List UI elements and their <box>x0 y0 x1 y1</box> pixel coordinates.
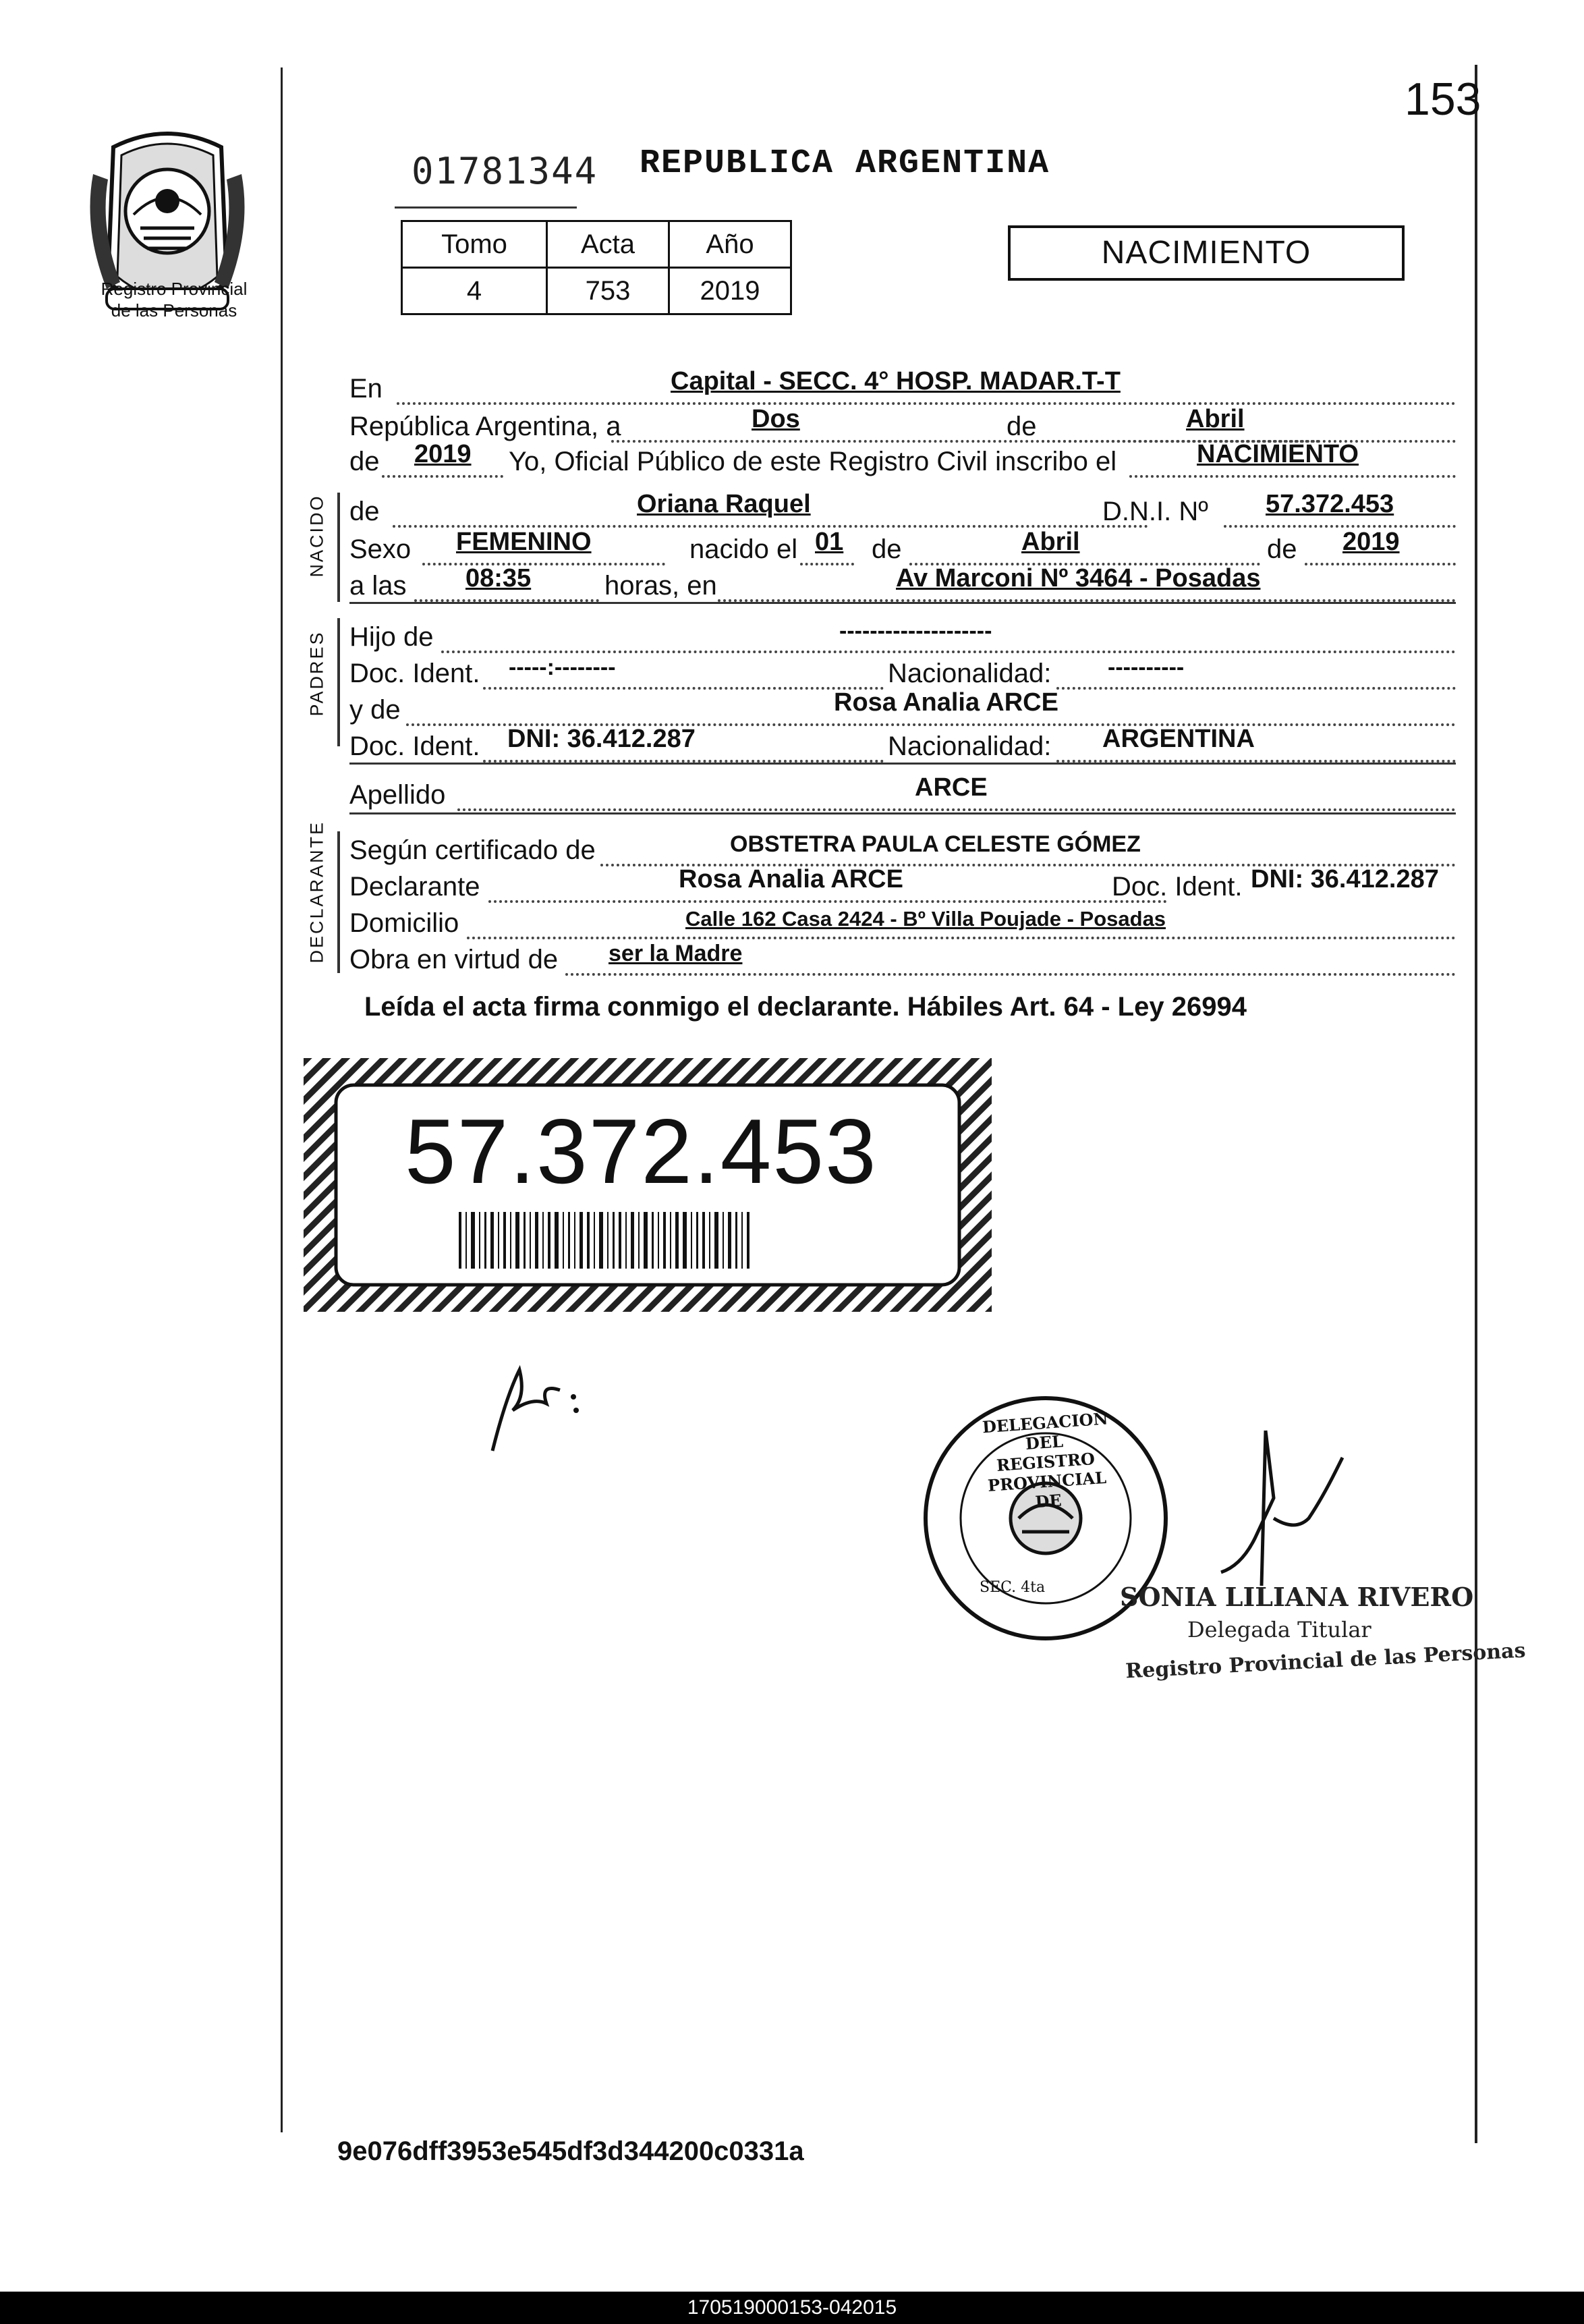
de-name-label: de <box>349 497 380 526</box>
domicilio-label: Domicilio <box>349 908 459 938</box>
official-name: SONIA LILIANA RIVERO <box>1120 1582 1474 1612</box>
row-en <box>349 367 1456 408</box>
barcode-bar <box>555 1212 559 1269</box>
act-type-box: NACIMIENTO <box>1008 225 1405 281</box>
day-value: Dos <box>752 405 800 433</box>
barcode-bar <box>503 1212 506 1269</box>
dotted-line <box>565 972 1456 976</box>
apellido-value: ARCE <box>915 773 988 802</box>
header-anio: Año <box>669 221 791 268</box>
barcode-bar <box>568 1212 570 1269</box>
dotted-line <box>457 807 1456 811</box>
row-hijo-de <box>349 618 1456 656</box>
domicilio-value: Calle 162 Casa 2424 - Bº Villa Poujade - Posadas <box>685 907 1166 931</box>
barcode-bar <box>479 1212 480 1269</box>
barcode-bar <box>563 1212 564 1269</box>
barcode-bar <box>625 1212 627 1269</box>
apellido-label: Apellido <box>349 780 446 810</box>
value-tomo: 4 <box>402 268 547 314</box>
barcode-bar <box>607 1212 609 1269</box>
a-las-label: a las <box>349 571 407 601</box>
registry-name <box>73 278 275 321</box>
hijo-de-value: -------------------- <box>839 618 992 644</box>
republica-label: República Argentina, a <box>349 412 621 441</box>
barcode-bar <box>465 1212 467 1269</box>
barcode-bar <box>747 1212 749 1269</box>
barcode-bar <box>579 1212 583 1269</box>
segun-label: Según certificado de <box>349 835 596 865</box>
signature-official <box>1201 1417 1356 1593</box>
en-value: Capital - SECC. 4° HOSP. MADAR.T-T <box>671 367 1121 395</box>
nac-value-2: ARGENTINA <box>1102 725 1255 753</box>
barcode-bar <box>613 1212 615 1269</box>
barcode-bar <box>574 1212 575 1269</box>
doc-label-2: Doc. Ident. <box>349 731 480 761</box>
value-anio: 2019 <box>669 268 791 314</box>
de-label-2: de <box>872 534 902 564</box>
registry-table <box>401 220 792 315</box>
nacido-bar <box>337 493 340 602</box>
sticker-number: 57.372.453 <box>405 1100 878 1202</box>
row-year <box>349 440 1456 480</box>
header-tomo: Tomo <box>402 221 547 268</box>
birth-day: 01 <box>815 528 844 556</box>
dni-value: 57.372.453 <box>1266 490 1394 518</box>
barcode-bar <box>530 1212 531 1269</box>
barcode-bar <box>631 1212 634 1269</box>
declarante-bar <box>337 831 340 973</box>
barcode-bar <box>619 1212 621 1269</box>
sexo-label: Sexo <box>349 534 412 564</box>
doc-label-1: Doc. Ident. <box>349 659 480 688</box>
dotted-line <box>1056 686 1456 690</box>
serial-underline <box>395 206 577 209</box>
barcode-bar <box>728 1212 731 1269</box>
declarante-label: Declarante <box>349 872 480 902</box>
right-margin-line <box>1475 65 1477 2143</box>
padres-bar <box>337 618 340 746</box>
row-hora <box>349 564 1456 605</box>
barcode-bar <box>683 1212 687 1269</box>
barcode-bar <box>663 1212 666 1269</box>
row-apellido <box>349 773 1456 814</box>
barcode-bar <box>702 1212 705 1269</box>
dni-sticker <box>304 1058 992 1312</box>
name-value: Oriana Raquel <box>637 490 811 518</box>
barcode-bar <box>741 1212 743 1269</box>
document-hash: 9e076dff3953e545df3d344200c0331a <box>337 2136 804 2166</box>
dni-label: D.N.I. Nº <box>1102 497 1208 526</box>
row-obra <box>349 941 1456 978</box>
value-acta: 753 <box>547 268 669 314</box>
barcode-bar <box>587 1212 590 1269</box>
barcode-bar <box>735 1212 737 1269</box>
left-margin-line <box>281 67 283 2132</box>
barcode-bar <box>644 1212 648 1269</box>
obra-value: ser la Madre <box>609 941 743 966</box>
obra-label: Obra en virtud de <box>349 945 559 974</box>
row-sexo <box>349 530 1456 568</box>
doc-value-3: DNI: 36.412.287 <box>1251 865 1439 893</box>
dotted-line <box>800 561 854 565</box>
barcode-bar <box>691 1212 692 1269</box>
barcode-bar <box>484 1212 486 1269</box>
official-role: Delegada Titular <box>1187 1617 1371 1642</box>
barcode-bar <box>675 1212 679 1269</box>
row-segun <box>349 831 1456 869</box>
header-acta: Acta <box>547 221 669 268</box>
section-label-nacido: NACIDO <box>306 494 327 578</box>
barcode-bar <box>498 1212 499 1269</box>
doc-label-3: Doc. Ident. <box>1112 872 1243 902</box>
dotted-line <box>382 474 503 478</box>
nacido-el-label: nacido el <box>689 534 798 564</box>
signature-left <box>479 1356 587 1458</box>
row-doc-1 <box>349 655 1456 692</box>
registry-name-line2: de las Personas <box>111 300 237 321</box>
dotted-line <box>397 401 1456 405</box>
hijo-de-label: Hijo de <box>349 622 434 652</box>
barcode-bar <box>471 1212 475 1269</box>
separator <box>349 812 1456 814</box>
dotted-line <box>1305 561 1456 565</box>
barcode-bar <box>490 1212 494 1269</box>
segun-value: OBSTETRA PAULA CELESTE GÓMEZ <box>730 831 1141 857</box>
row-nacido-name <box>349 490 1456 530</box>
row-declarante <box>349 865 1456 906</box>
barcode-bar <box>548 1212 550 1269</box>
barcode-bar <box>723 1212 724 1269</box>
barcode-bar <box>652 1212 654 1269</box>
stamp-ring-text: DELEGACION DEL REGISTRO PROVINCIAL DE <box>982 1408 1109 1512</box>
serial-number: 01781344 <box>412 150 598 192</box>
separator <box>349 602 1456 604</box>
declarante-value: Rosa Analia ARCE <box>679 865 903 893</box>
header-title: REPUBLICA ARGENTINA <box>640 144 1050 183</box>
doc-value-2: DNI: 36.412.287 <box>507 725 696 753</box>
separator <box>349 763 1456 765</box>
dotted-line <box>483 686 884 690</box>
month-value: Abril <box>1186 405 1245 433</box>
official-org: Registro Provincial de las Personas <box>1125 1638 1527 1684</box>
dotted-line <box>488 899 1167 903</box>
page-number: 153 <box>1405 74 1481 125</box>
footer-code: 170519000153-042015 <box>0 2292 1584 2324</box>
horas-label: horas, en <box>604 571 717 601</box>
de-year-label: de <box>349 447 380 476</box>
inscribe-value: NACIMIENTO <box>1197 440 1359 468</box>
row-y-de <box>349 688 1456 729</box>
barcode-bar <box>658 1212 659 1269</box>
barcode-bar <box>515 1212 519 1269</box>
de-label-3: de <box>1267 534 1297 564</box>
y-de-label: y de <box>349 695 401 725</box>
yo-text: Yo, Oficial Público de este Registro Civil inscribo el <box>509 447 1117 476</box>
closing-text: Leída el acta firma conmigo el declarante. Hábiles Art. 64 - Ley 26994 <box>364 992 1247 1022</box>
barcode-bar <box>696 1212 698 1269</box>
barcode-bar <box>638 1212 640 1269</box>
barcode-bar <box>542 1212 544 1269</box>
barcode-bar <box>594 1212 595 1269</box>
en-label: En <box>349 374 383 404</box>
section-label-padres: PADRES <box>306 630 327 717</box>
year-value: 2019 <box>414 440 472 468</box>
dotted-line <box>1129 474 1456 478</box>
barcode-bar <box>510 1212 511 1269</box>
dotted-line <box>441 649 1456 653</box>
nacionalidad-label-2: Nacionalidad: <box>888 731 1052 761</box>
nacionalidad-label-1: Nacionalidad: <box>888 659 1052 688</box>
registry-name-line1: Registro Provincial <box>101 279 248 299</box>
dotted-line <box>422 561 665 565</box>
time-value: 08:35 <box>465 564 532 592</box>
place-value: Av Marconi Nº 3464 - Posadas <box>896 564 1261 592</box>
sexo-value: FEMENINO <box>456 528 592 556</box>
barcode-bar <box>599 1212 603 1269</box>
mother-value: Rosa Analia ARCE <box>834 688 1058 717</box>
doc-value-1: -----:-------- <box>509 655 616 680</box>
barcode-bar <box>714 1212 718 1269</box>
row-doc-2 <box>349 727 1456 765</box>
stamp-inner-text: SEC. 4ta <box>980 1579 1046 1596</box>
row-domicilio <box>349 904 1456 942</box>
barcode-bar <box>524 1212 526 1269</box>
dotted-line <box>467 935 1456 939</box>
barcode-bar <box>670 1212 671 1269</box>
birth-year: 2019 <box>1342 528 1400 556</box>
birth-month: Abril <box>1021 528 1080 556</box>
barcode-bar <box>535 1212 538 1269</box>
dotted-line <box>1224 524 1456 528</box>
section-label-declarante: DECLARANTE <box>306 820 327 964</box>
barcode-bar <box>709 1212 710 1269</box>
barcode-bar <box>459 1212 461 1269</box>
de-label: de <box>1007 412 1037 441</box>
nac-value-1: ---------- <box>1108 655 1185 680</box>
